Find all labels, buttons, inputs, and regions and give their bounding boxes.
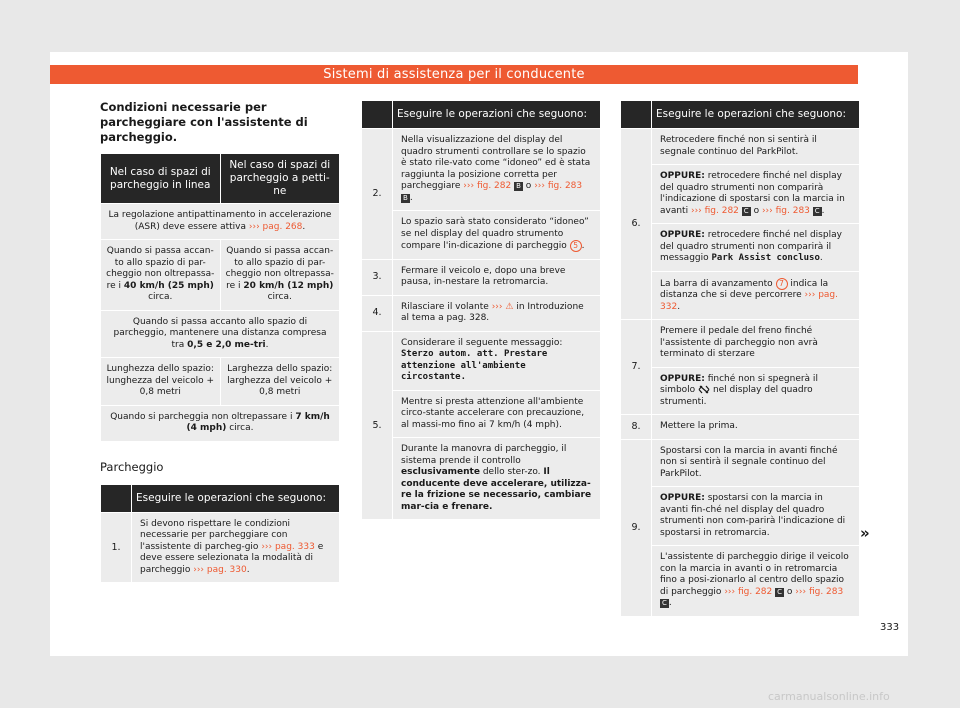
fig-label-c: C xyxy=(662,599,667,607)
steps-num-header xyxy=(101,485,131,512)
step-text: Mettere la prima. xyxy=(652,415,859,439)
parking-heading: Parcheggio xyxy=(100,459,164,474)
fig-label-b: B xyxy=(516,182,521,190)
page-header: Sistemi di assistenza per il conducente xyxy=(50,65,858,84)
conditions-table xyxy=(100,153,340,442)
conditions-row-max-speed: Quando si parcheggia non oltrepassare i 7 km/h (4 mph) circa. xyxy=(101,406,339,441)
column-left xyxy=(100,100,340,583)
step-text: La barra di avanzamento 7 indica la distanza che si deve percorrere ››› pag. 332. xyxy=(652,272,859,320)
step-number: 3. xyxy=(362,260,392,295)
park-assist-symbol-icon xyxy=(698,385,710,394)
fig-ref-link[interactable]: ››› fig. 282 xyxy=(463,181,512,191)
step-number: 4. xyxy=(362,296,392,331)
step-text: Retrocedere finché non si sentirà il segnale continuo del ParkPilot. xyxy=(652,129,859,164)
steps-num-header xyxy=(621,101,651,128)
warning-ref-link[interactable]: ››› xyxy=(491,301,503,312)
conditions-row-length: Lunghezza dello spazio: lunghezza del veicolo + 0,8 metri xyxy=(101,358,220,405)
callout-circle: 7 xyxy=(776,278,788,290)
step-text: L'assistente di parcheggio dirige il veicolo con la marcia in avanti o in retromarcia fino a posi-zionarlo al centro dello spazio di parcheggio ››› fig. 282 C o ››› fig. 283 C . xyxy=(652,546,859,616)
fig-label-b: B xyxy=(403,193,408,202)
step-text: Fermare il veicolo e, dopo una breve pausa, in-nestare la retromarcia. xyxy=(393,260,600,295)
fig-ref-link[interactable]: ››› fig. 283 xyxy=(795,586,844,597)
step-number: 1. xyxy=(101,513,131,583)
conditions-row-distance: Quando si passa accanto allo spazio di parcheggio, mantenere una distanza compresa tra 0,5 e 2,0 me-tri. xyxy=(101,311,339,358)
parking-steps-table-2 xyxy=(361,100,601,520)
conditions-row-width: Larghezza dello spazio: larghezza del veicolo + 0,8 metri xyxy=(221,358,340,405)
steps-header: Eseguire le operazioni che seguono: xyxy=(652,101,859,128)
step-number: 7. xyxy=(621,320,651,414)
fig-ref-link[interactable]: ››› fig. 283 xyxy=(761,205,810,216)
callout-circle: 5 xyxy=(570,240,582,252)
step-text: OPPURE: spostarsi con la marcia in avanti fin-ché nel display del quadro strumenti non com-parirà l'indicazione di spostarsi in retromarcia. xyxy=(652,487,859,545)
step-number: 6. xyxy=(621,129,651,319)
watermark-text: carmanualsonline.info xyxy=(768,690,890,703)
conditions-row-speed-perpendicular: Quando si passa accan-to allo spazio di par-cheggio non oltrepassa-re i 20 km/h (12 mph) circa. xyxy=(221,240,340,310)
step-text: Mentre si presta attenzione all'ambiente circo-stante accelerare con precauzione, al massi-mo fino ai 7 km/h (4 mph). xyxy=(393,391,600,438)
page-ref-link[interactable]: ››› pag. 332 xyxy=(660,290,838,312)
step-number: 9. xyxy=(621,440,651,616)
step-text: OPPURE: retrocedere finché nel display del quadro strumenti non comparirà l'indicazione di spostarsi con la marcia in avanti ››› fig. 282 C o ››› fig. 283 C . xyxy=(652,165,859,223)
step-number: 2. xyxy=(362,129,392,259)
fig-ref-link[interactable]: ››› fig. 282 xyxy=(724,586,773,597)
fig-ref-link[interactable]: ››› fig. 283 xyxy=(534,181,583,191)
conditions-row-speed-inline: Quando si passa accan-to allo spazio di par-cheggio non oltrepassa-re i 40 km/h (25 mph) circa. xyxy=(101,240,220,310)
step-text: Nella visualizzazione del display del quadro strumenti controllare se lo spazio è stato rile-vato come “idoneo” ed è stata raggiunta la posizione corretta per parcheggiare ››› fig. 282 B o ››› fig. 283 B . xyxy=(393,129,600,210)
step-text: Lo spazio sarà stato considerato “idoneo” se nel display del quadro strumento compare l'in-dicazione di parcheggio 5 . xyxy=(393,211,600,259)
step-text: OPPURE: retrocedere finché nel display del quadro strumenti non comparirà il messaggio Park Assist concluso. xyxy=(652,224,859,271)
step-text: Premere il pedale del freno finché l'assistente di parcheggio non avrà terminato di sterzare xyxy=(652,320,859,367)
conditions-col-perpendicular: Nel caso di spazi di parcheggio a petti-ne xyxy=(221,154,340,203)
column-right xyxy=(620,100,860,617)
continue-mark: » xyxy=(860,524,870,542)
page-number: 333 xyxy=(880,622,900,633)
step-text: OPPURE: finché non si spegnerà il simbolo nel display del quadro strumenti. xyxy=(652,368,859,415)
warning-icon: ⚠ xyxy=(505,301,514,312)
step-text: Spostarsi con la marcia in avanti finché non si sentirà il segnale continuo del ParkPilot. xyxy=(652,440,859,487)
steps-header: Eseguire le operazioni che seguono: xyxy=(132,485,339,512)
fig-label-c: C xyxy=(743,206,749,215)
step-text: Considerare il seguente messaggio: Sterzo autom. att. Prestare attenzione all'ambiente circostante. xyxy=(393,332,600,390)
conditions-row-asr: La regolazione antipattinamento in accelerazione (ASR) deve essere attiva ››› pag. 268. xyxy=(101,204,339,239)
fig-ref-link[interactable]: ››› fig. 282 xyxy=(690,205,739,216)
page-ref-link[interactable]: ››› pag. 333 xyxy=(261,541,315,552)
steps-num-header xyxy=(362,101,392,128)
conditions-heading: Condizioni necessarie per parcheggiare con l'assistente di parcheggio. xyxy=(100,100,308,144)
step-text: Rilasciare il volante ››› ⚠ in Introduzione al tema a pag. 328. xyxy=(393,296,600,331)
fig-label-c: C xyxy=(814,206,820,215)
parking-steps-table-1 xyxy=(100,484,340,584)
conditions-col-inline: Nel caso di spazi di parcheggio in linea xyxy=(101,154,220,203)
steps-header: Eseguire le operazioni che seguono: xyxy=(393,101,600,128)
page-ref-link[interactable]: ››› pag. 268 xyxy=(248,221,303,232)
step-text: Si devono rispettare le condizioni necessarie per parcheggiare con l'assistente di parcheg-gio ››› pag. 333 e deve essere selezionata la modalità di parcheggio ››› pag. 330. xyxy=(132,513,339,583)
parking-steps-table-3 xyxy=(620,100,860,617)
display-message: Park Assist concluso xyxy=(711,253,820,263)
page-ref-link[interactable]: ››› pag. 330 xyxy=(193,564,247,575)
step-number: 5. xyxy=(362,332,392,520)
fig-label-c: C xyxy=(777,587,783,596)
column-middle xyxy=(361,100,601,520)
display-message: Sterzo autom. att. Prestare attenzione all'ambiente circostante. xyxy=(401,349,548,382)
step-number: 8. xyxy=(621,415,651,439)
step-text: Durante la manovra di parcheggio, il sistema prende il controllo esclusivamente dello ster-zo. Il conducente deve accelerare, utilizza-re la frizione se necessario, cambiare mar-cia e frenare. xyxy=(393,438,600,519)
